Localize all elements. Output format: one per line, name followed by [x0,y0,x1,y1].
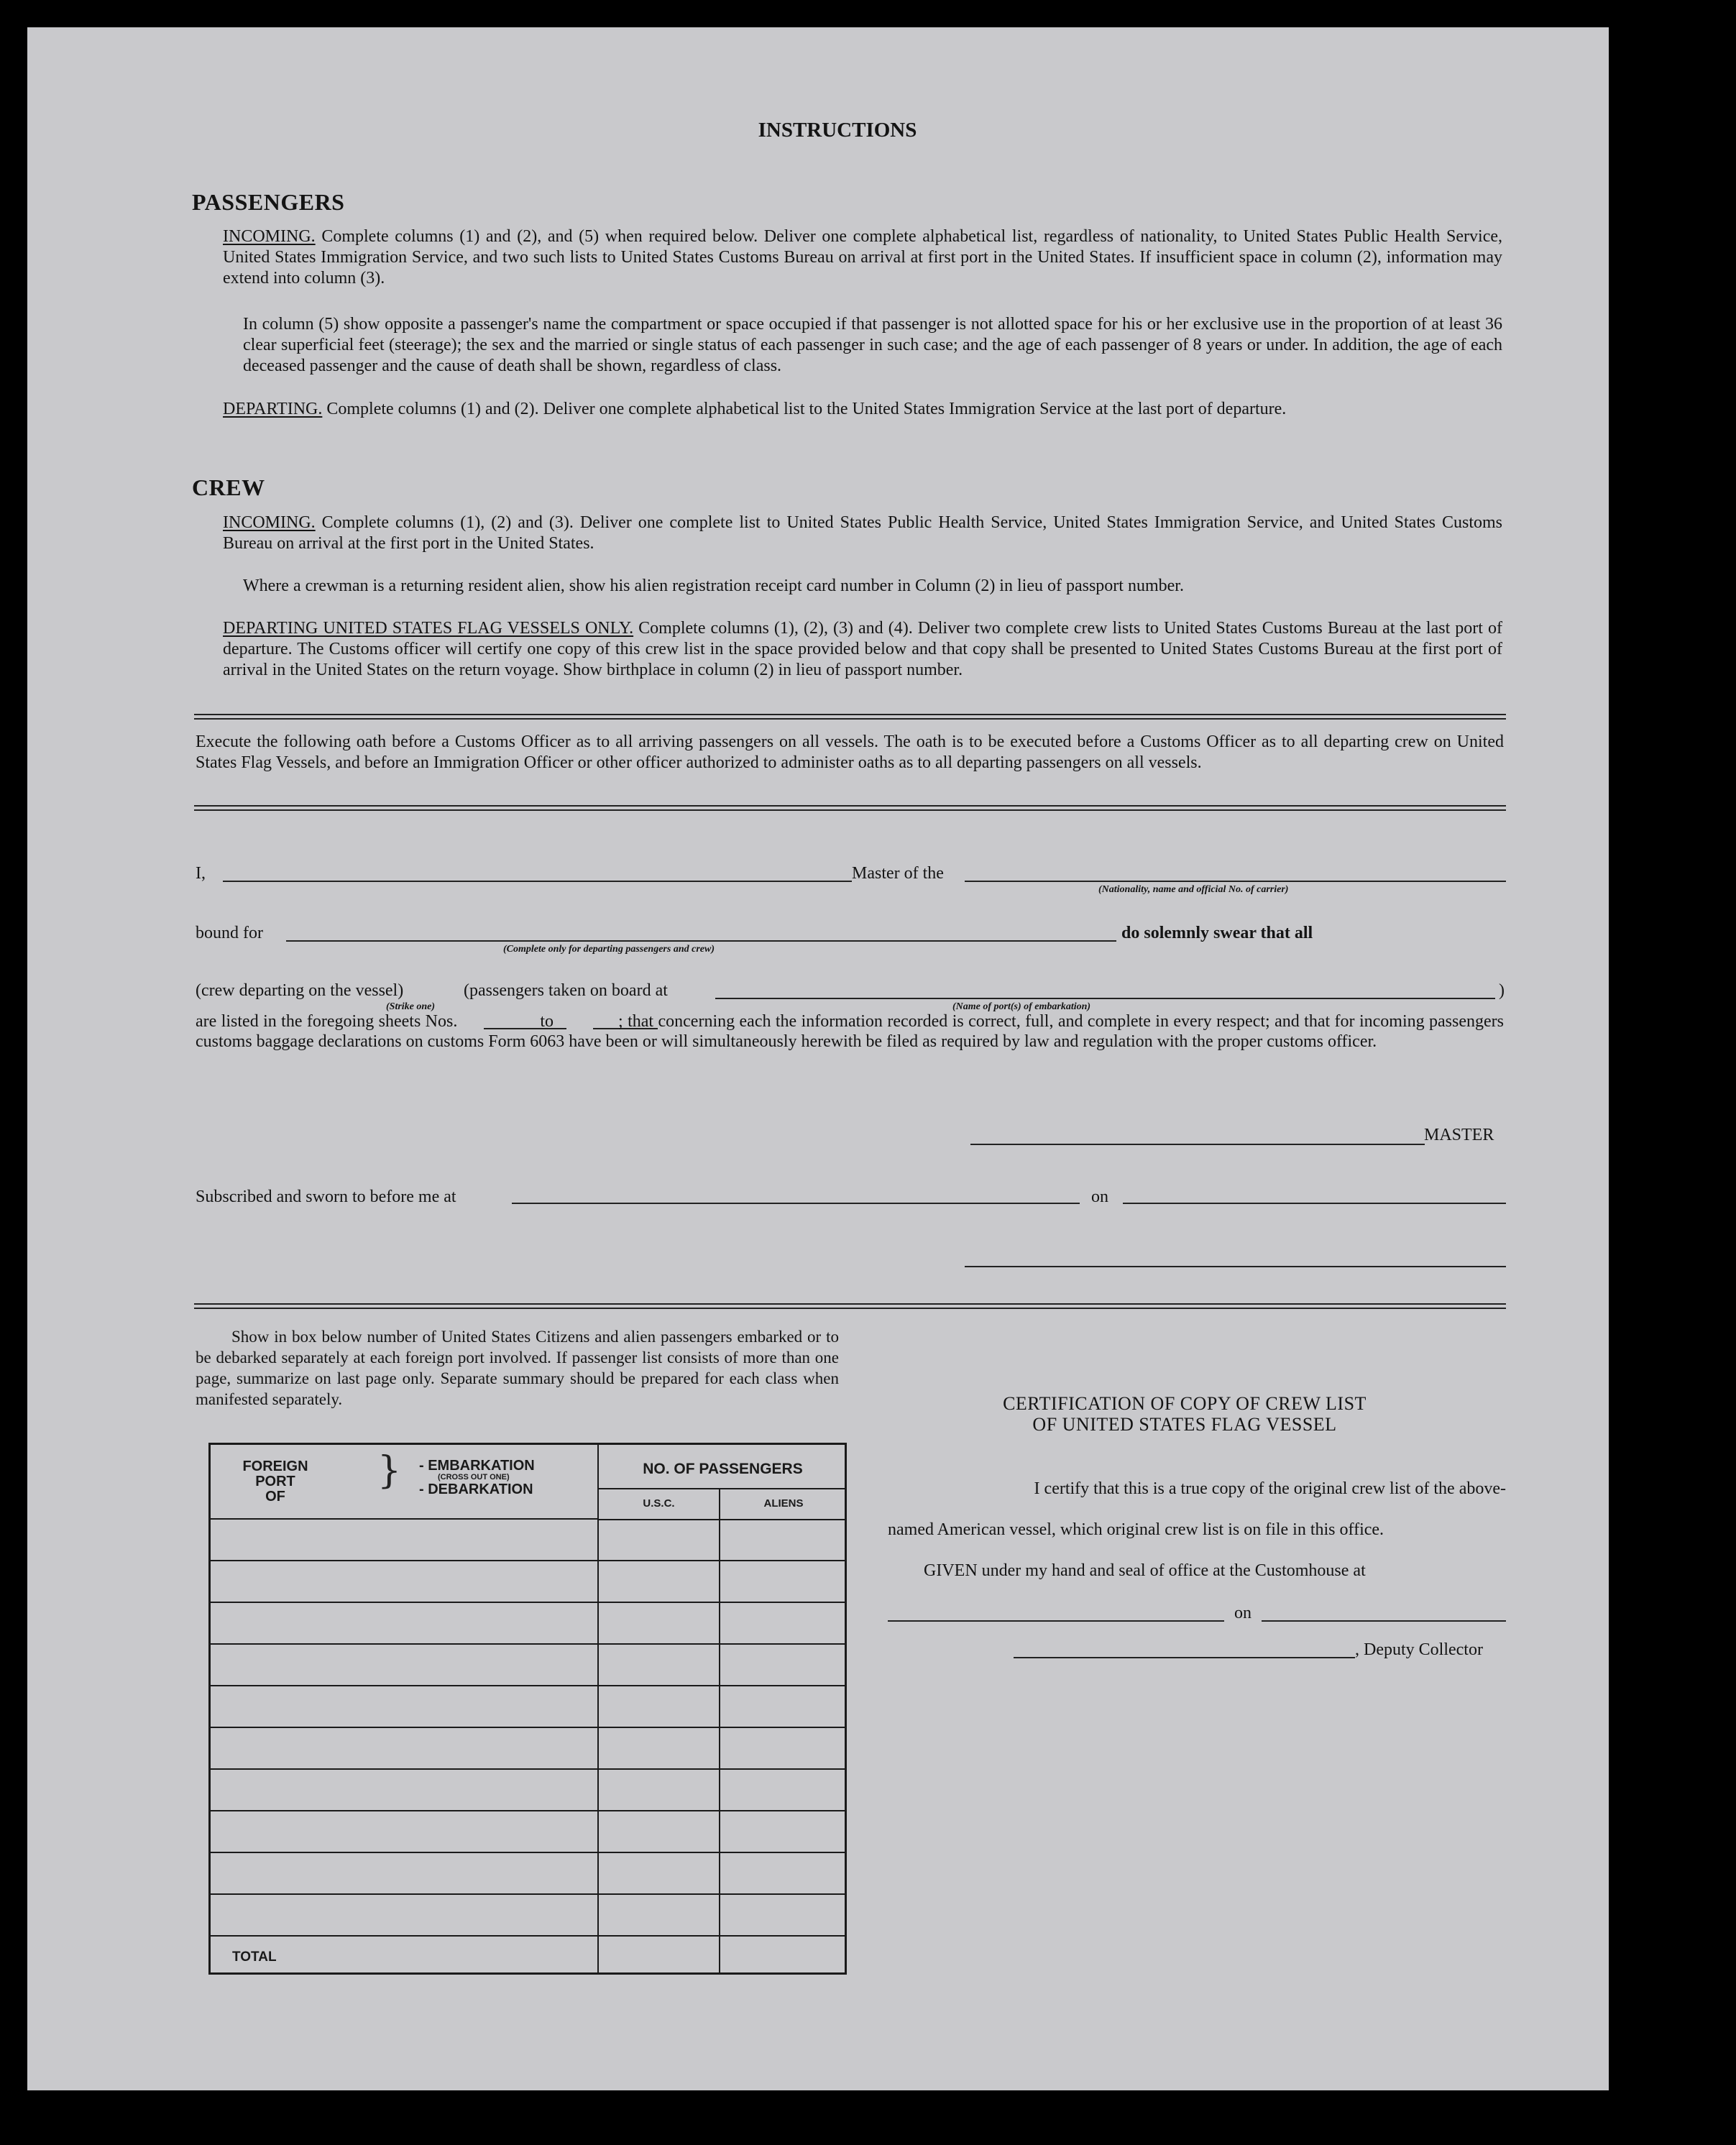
passengers-incoming-text: Complete columns (1) and (2), and (5) when required below. Deliver one complete alphabetical list, regardless of nationality, to United States Public Health Service, United States Immigration Service, and two such lists to United States Customs Bureau on arrival at first port in the United States. If insufficient space in column (2), information may extend into column (3). [223,227,1503,288]
header-embarkation: - EMBARKATION [419,1458,535,1474]
no-passengers-header: NO. OF PASSENGERS [643,1461,803,1477]
oath-i-label: I, [196,864,206,883]
certification-heading [897,1393,1472,1435]
subscribed-label: Subscribed and sworn to before me at [196,1188,456,1206]
certify-line-2: named American vessel, which original crew list is on file in this office. [888,1520,1384,1539]
listed-rest: ; that concerning each the information recorded is correct, full, and complete in every respect; and that for incoming passengers customs baggage declarations on customs Form 6063 have been or will simultaneously herewith be filed as required by law and regulation with the proper customs officer. [196,1012,1504,1051]
crew-resident-alien-paragraph: Where a crewman is a returning resident alien, show his alien registration receipt card number in Column (2) in lieu of passport number. [243,577,1184,595]
crew-departing-paragraph [223,618,1502,681]
oath-listed-paragraph [196,1011,1504,1052]
header-debarkation: - DEBARKATION [419,1482,533,1497]
port-embarkation-field[interactable] [715,998,1495,999]
master-of-the-label: Master of the [852,864,944,883]
crew-departing-option[interactable]: (crew departing on the vessel) [196,981,404,1000]
summary-instruction: Show in box below number of United States Citizens and alien passengers embarked or to be debarked separately at each foreign port involved. If passenger list consists of more than one page, summarize on last page only. Separate summary should be prepared for each class when manifested separately. [196,1328,839,1408]
certify-line-3: GIVEN under my hand and seal of office at the Customhouse at [924,1561,1366,1580]
table-header-divider [211,1518,599,1520]
certification-heading-1: CERTIFICATION OF COPY OF CREW LIST [1003,1393,1367,1414]
document-sheet [27,27,1609,2090]
strike-one-caption: (Strike one) [386,1001,436,1012]
table-row [211,1602,845,1603]
table-header-divider [599,1488,845,1489]
table-row [211,1935,845,1937]
crew-incoming-paragraph [223,513,1502,554]
certify-line-1: I certify that this is a true copy of the original crew list of the above- [1034,1479,1506,1498]
oath-instruction: Execute the following oath before a Customs Officer as to all arriving passengers on all vessels. The oath is to be executed before a Customs Officer as to all departing crew on United States Flag Vessels, and before an Immigration Officer or other officer authorized to administer oaths as to all departing passengers on all vessels. [196,732,1504,772]
close-paren: ) [1499,981,1505,1000]
passengers-departing-label: DEPARTING. [223,400,323,418]
nationality-caption: (Nationality, name and official No. of carrier) [1098,884,1289,895]
sworn-on-label: on [1091,1188,1108,1206]
crew-heading: CREW [192,474,265,500]
master-signature-field[interactable] [970,1144,1425,1145]
passengers-column5-paragraph: In column (5) show opposite a passenger's name the compartment or space occupied if that passenger is not allotted space for his or her exclusive use in the proportion of at least 36 clear superficial feet (steerage); the sex and the married or single status of each passenger in such case; and the age of each passenger of 8 years or under. In addition, the age of each deceased passenger and the cause of death shall be shown, regardless of class. [243,315,1502,375]
table-row [211,1768,845,1770]
table-row [211,1643,845,1645]
bound-for-field[interactable] [286,940,1116,942]
carrier-field[interactable] [965,881,1506,882]
passengers-heading: PASSENGERS [192,189,345,215]
master-label: MASTER [1424,1126,1494,1144]
passengers-departing-paragraph [223,399,1502,420]
sworn-place-field[interactable] [512,1203,1080,1204]
table-row [211,1685,845,1686]
page-title: INSTRUCTIONS [758,119,917,142]
aliens-header: ALIENS [763,1497,804,1510]
table-row [211,1810,845,1811]
passengers-departing-text: Complete columns (1) and (2). Deliver one complete alphabetical list to the United States Immigration Service at the last port of departure. [326,400,1287,418]
table-header-divider [599,1519,845,1520]
form-content [169,90,1506,2031]
divider [194,805,1506,811]
certify-on-label: on [1234,1604,1252,1622]
crew-departing-label: DEPARTING UNITED STATES FLAG VESSELS ONLY. [223,619,634,638]
header-cross-out: (CROSS OUT ONE) [438,1473,510,1482]
listed-to: to [540,1012,554,1031]
crew-incoming-label: INCOMING. [223,513,316,532]
divider [194,714,1506,720]
deputy-signature-field[interactable] [1014,1657,1355,1658]
table-row [211,1560,845,1561]
header-foreign: FOREIGN [242,1459,308,1474]
complete-only-caption: (Complete only for departing passengers and crew) [503,944,715,955]
brace-icon: } [377,1449,402,1492]
usc-header: U.S.C. [643,1497,675,1510]
port-caption: (Name of port(s) of embarkation) [952,1001,1091,1012]
crew-incoming-text: Complete columns (1), (2) and (3). Deliver one complete list to United States Public Health Service, United States Immigration Service, and United States Customs Bureau on arrival at the first port in the United States. [223,513,1503,553]
table-row [211,1893,845,1895]
certify-date-field[interactable] [1262,1620,1506,1622]
customhouse-field[interactable] [888,1620,1224,1622]
crew-departing-text: Complete columns (1), (2), (3) and (4). Deliver two complete crew lists to United States Customs Bureau at the last port of departure. The Customs officer will certify one copy of this crew list in the space provided below and that copy shall be presented to United States Customs Bureau at the first port of arrival in the United States on the return voyage. Show birthplace in column (2) in lieu of passport number. [223,619,1503,679]
bound-for-label: bound for [196,924,263,942]
passengers-taken-option[interactable]: (passengers taken on board at [464,981,668,1000]
passengers-incoming-paragraph [223,226,1502,289]
divider [194,1303,1506,1309]
master-name-field[interactable] [223,881,852,882]
certification-heading-2: OF UNITED STATES FLAG VESSEL [1032,1414,1337,1435]
passenger-summary-table [208,1443,847,1975]
header-of: OF [265,1489,285,1505]
sworn-date-field[interactable] [1123,1203,1506,1204]
table-row [211,1852,845,1853]
header-port: PORT [255,1474,295,1489]
listed-pre: are listed in the foregoing sheets Nos. [196,1012,458,1031]
deputy-collector-label: , Deputy Collector [1355,1640,1483,1659]
total-label: TOTAL [232,1949,277,1965]
table-row [211,1727,845,1728]
passengers-incoming-label: INCOMING. [223,227,316,246]
officer-signature-field[interactable] [965,1266,1506,1267]
embark-debark-header [419,1458,584,1497]
swear-label: do solemnly swear that all [1121,924,1313,942]
foreign-port-of-header [211,1459,340,1505]
